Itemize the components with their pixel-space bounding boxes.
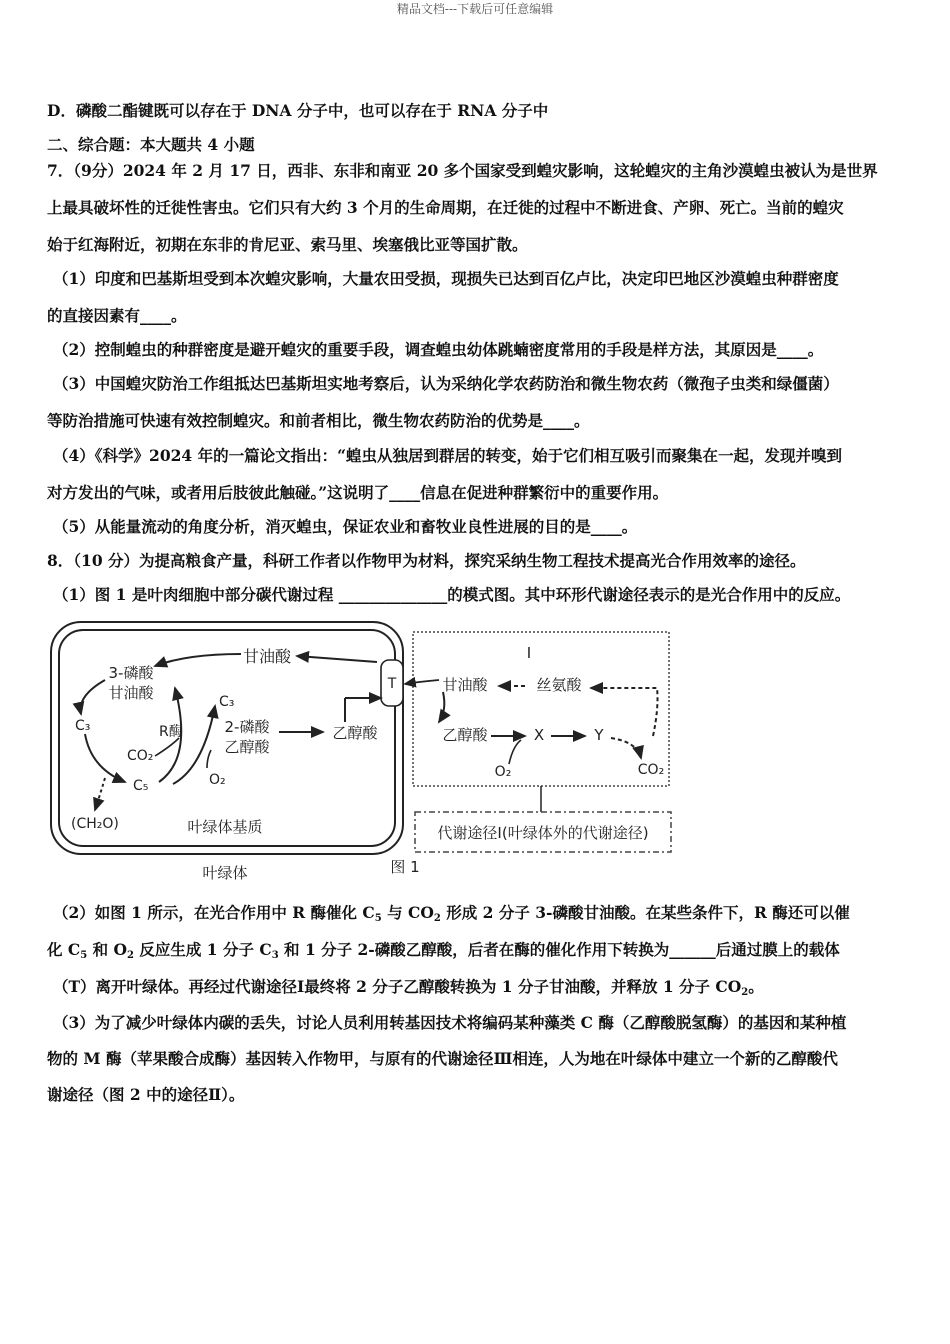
co2-out-label: CO₂ (637, 762, 665, 778)
q7-stem-3: 始于红海附近，初期在东非的肯尼亚、索马里、埃塞俄比亚等国扩散。 (47, 235, 528, 254)
o2-out-label: O₂ (494, 764, 512, 780)
q7-part2: （2）控制蝗虫的种群密度是避开蝗灾的重要手段，调查蝗虫幼体跳蝻密度常用的手段是样方法，其原因是____。 (53, 340, 824, 359)
q8-part2-b: 化 $C_5$ 和 $O_2$ 反应生成 1 分子 $C_3$ 和 1 分子 2-磷酸乙醇酸，后者在酶的催化作用下转换为______后通过膜上的载体 (47, 940, 840, 961)
q7-part4-a: （4）《科学》2024 年的一篇论文指出：“蝗虫从独居到群居的转变，始于它们相互吸引而聚集在一起，发现并嗅到 (53, 446, 842, 465)
q7-part5: （5）从能量流动的角度分析，消灭蝗虫，保证农业和畜牧业良性进展的目的是____。 (53, 517, 638, 536)
chloroplast-label: 叶绿体 (202, 864, 248, 882)
q7-part1-a: （1）印度和巴基斯坦受到本次蝗灾影响，大量农田受损，现损失已达到百亿卢比，决定印巴地区沙漠蝗虫种群密度 (53, 269, 839, 288)
pga-label-2: 甘油酸 (108, 684, 154, 702)
page-header: 精品文档---下载后可任意编辑 (396, 2, 554, 16)
x-label: X (533, 726, 545, 744)
q7-part1-b: 的直接因素有____。 (47, 306, 187, 325)
q8-stem: 8．（10 分）为提高粮食产量，科研工作者以作物甲为材料，探究采纳生物工程技术提高光合作用效率的途径。 (47, 551, 806, 570)
pga-label-1: 3-磷酸 (108, 664, 154, 682)
serine-label: 丝氨酸 (536, 676, 582, 694)
r-enzyme-label: R酶 (159, 724, 183, 740)
q8-part3-c: 谢途径（图 2 中的途径Ⅱ）。 (47, 1085, 245, 1104)
q7-stem-1: 7．（9分）2024 年 2 月 17 日，西非、东非和南亚 20 多个国家受到蝗灾影响，这轮蝗灾的主角沙漠蝗虫被认为是世界 (47, 161, 878, 180)
glycolate-out-label: 乙醇酸 (442, 726, 488, 744)
pg-label-1: 2-磷酸 (224, 718, 270, 736)
pg-label-2: 乙醇酸 (224, 738, 270, 756)
ch2o-label: (CH₂O) (71, 816, 119, 832)
c3-right-label: C₃ (219, 694, 235, 710)
pathway-roman-label: I (526, 644, 532, 662)
pathway-i-label: 代谢途径Ⅰ(叶绿体外的代谢途径) (437, 824, 649, 842)
co2-in-label: CO₂ (127, 748, 154, 764)
q8-part1: （1）图 1 是叶肉细胞中部分碳代谢过程 ______________的模式图。其中环形代谢途径表示的是光合作用中的反应。 (53, 585, 851, 604)
q7-part3-b: 等防治措施可快速有效控制蝗灾。和前者相比，微生物农药防治的优势是____。 (47, 411, 590, 430)
q8-part2-a: （2）如图 1 所示，在光合作用中 R 酶催化 $C_5$ 与 $CO_2$ 形成 2 分子 3-磷酸甘油酸。在某些条件下，R 酶还可以催 (53, 903, 850, 924)
glycerate-top-label: 甘油酸 (242, 647, 292, 666)
figure-1-carbon-metabolism-diagram (47, 618, 687, 888)
q8-part3-a: （3）为了减少叶绿体内碳的丢失，讨论人员利用转基因技术将编码某种藻类 C 酶（乙醇酸脱氢酶）的基因和某种植 (53, 1013, 847, 1032)
figure-caption: 图 1 (390, 858, 420, 876)
q8-part3-b: 物的 M 酶（苹果酸合成酶）基因转入作物甲，与原有的代谢途径Ⅲ相连，人为地在叶绿体中建立一个新的乙醇酸代 (47, 1049, 838, 1068)
option-d: D．磷酸二酯键既可以存在于 DNA 分子中，也可以存在于 RNA 分子中 (47, 101, 549, 120)
stroma-label: 叶绿体基质 (187, 818, 263, 836)
pathway-i-box (413, 632, 669, 786)
c3-left-label: C₃ (75, 718, 91, 734)
o2-in-label: O₂ (209, 772, 226, 788)
q7-part4-b: 对方发出的气味，或者用后肢彼此触碰。”这说明了____信息在促进种群繁衍中的重要作用。 (47, 483, 669, 502)
transporter-label: T (387, 676, 397, 692)
q7-part3-a: （3）中国蝗灾防治工作组抵达巴基斯坦实地考察后，认为采纳化学农药防治和微生物农药（微孢子虫类和绿僵菌） (53, 374, 839, 393)
section-heading: 二、综合题：本大题共 4 小题 (47, 135, 255, 154)
q8-part2-c: （T）离开叶绿体。再经过代谢途径Ⅰ最终将 2 分子乙醇酸转换为 1 分子甘油酸，并释放 1 分子 $CO_2$。 (53, 977, 764, 998)
c5-label: C₅ (133, 778, 149, 794)
y-label: Y (594, 726, 604, 744)
glycolate-in-label: 乙醇酸 (332, 724, 378, 742)
glycerate-out-label: 甘油酸 (442, 676, 488, 694)
q7-stem-2: 上最具破坏性的迁徙性害虫。它们只有大约 3 个月的生命周期，在迁徙的过程中不断进食、产卵、死亡。当前的蝗灾 (47, 198, 844, 217)
